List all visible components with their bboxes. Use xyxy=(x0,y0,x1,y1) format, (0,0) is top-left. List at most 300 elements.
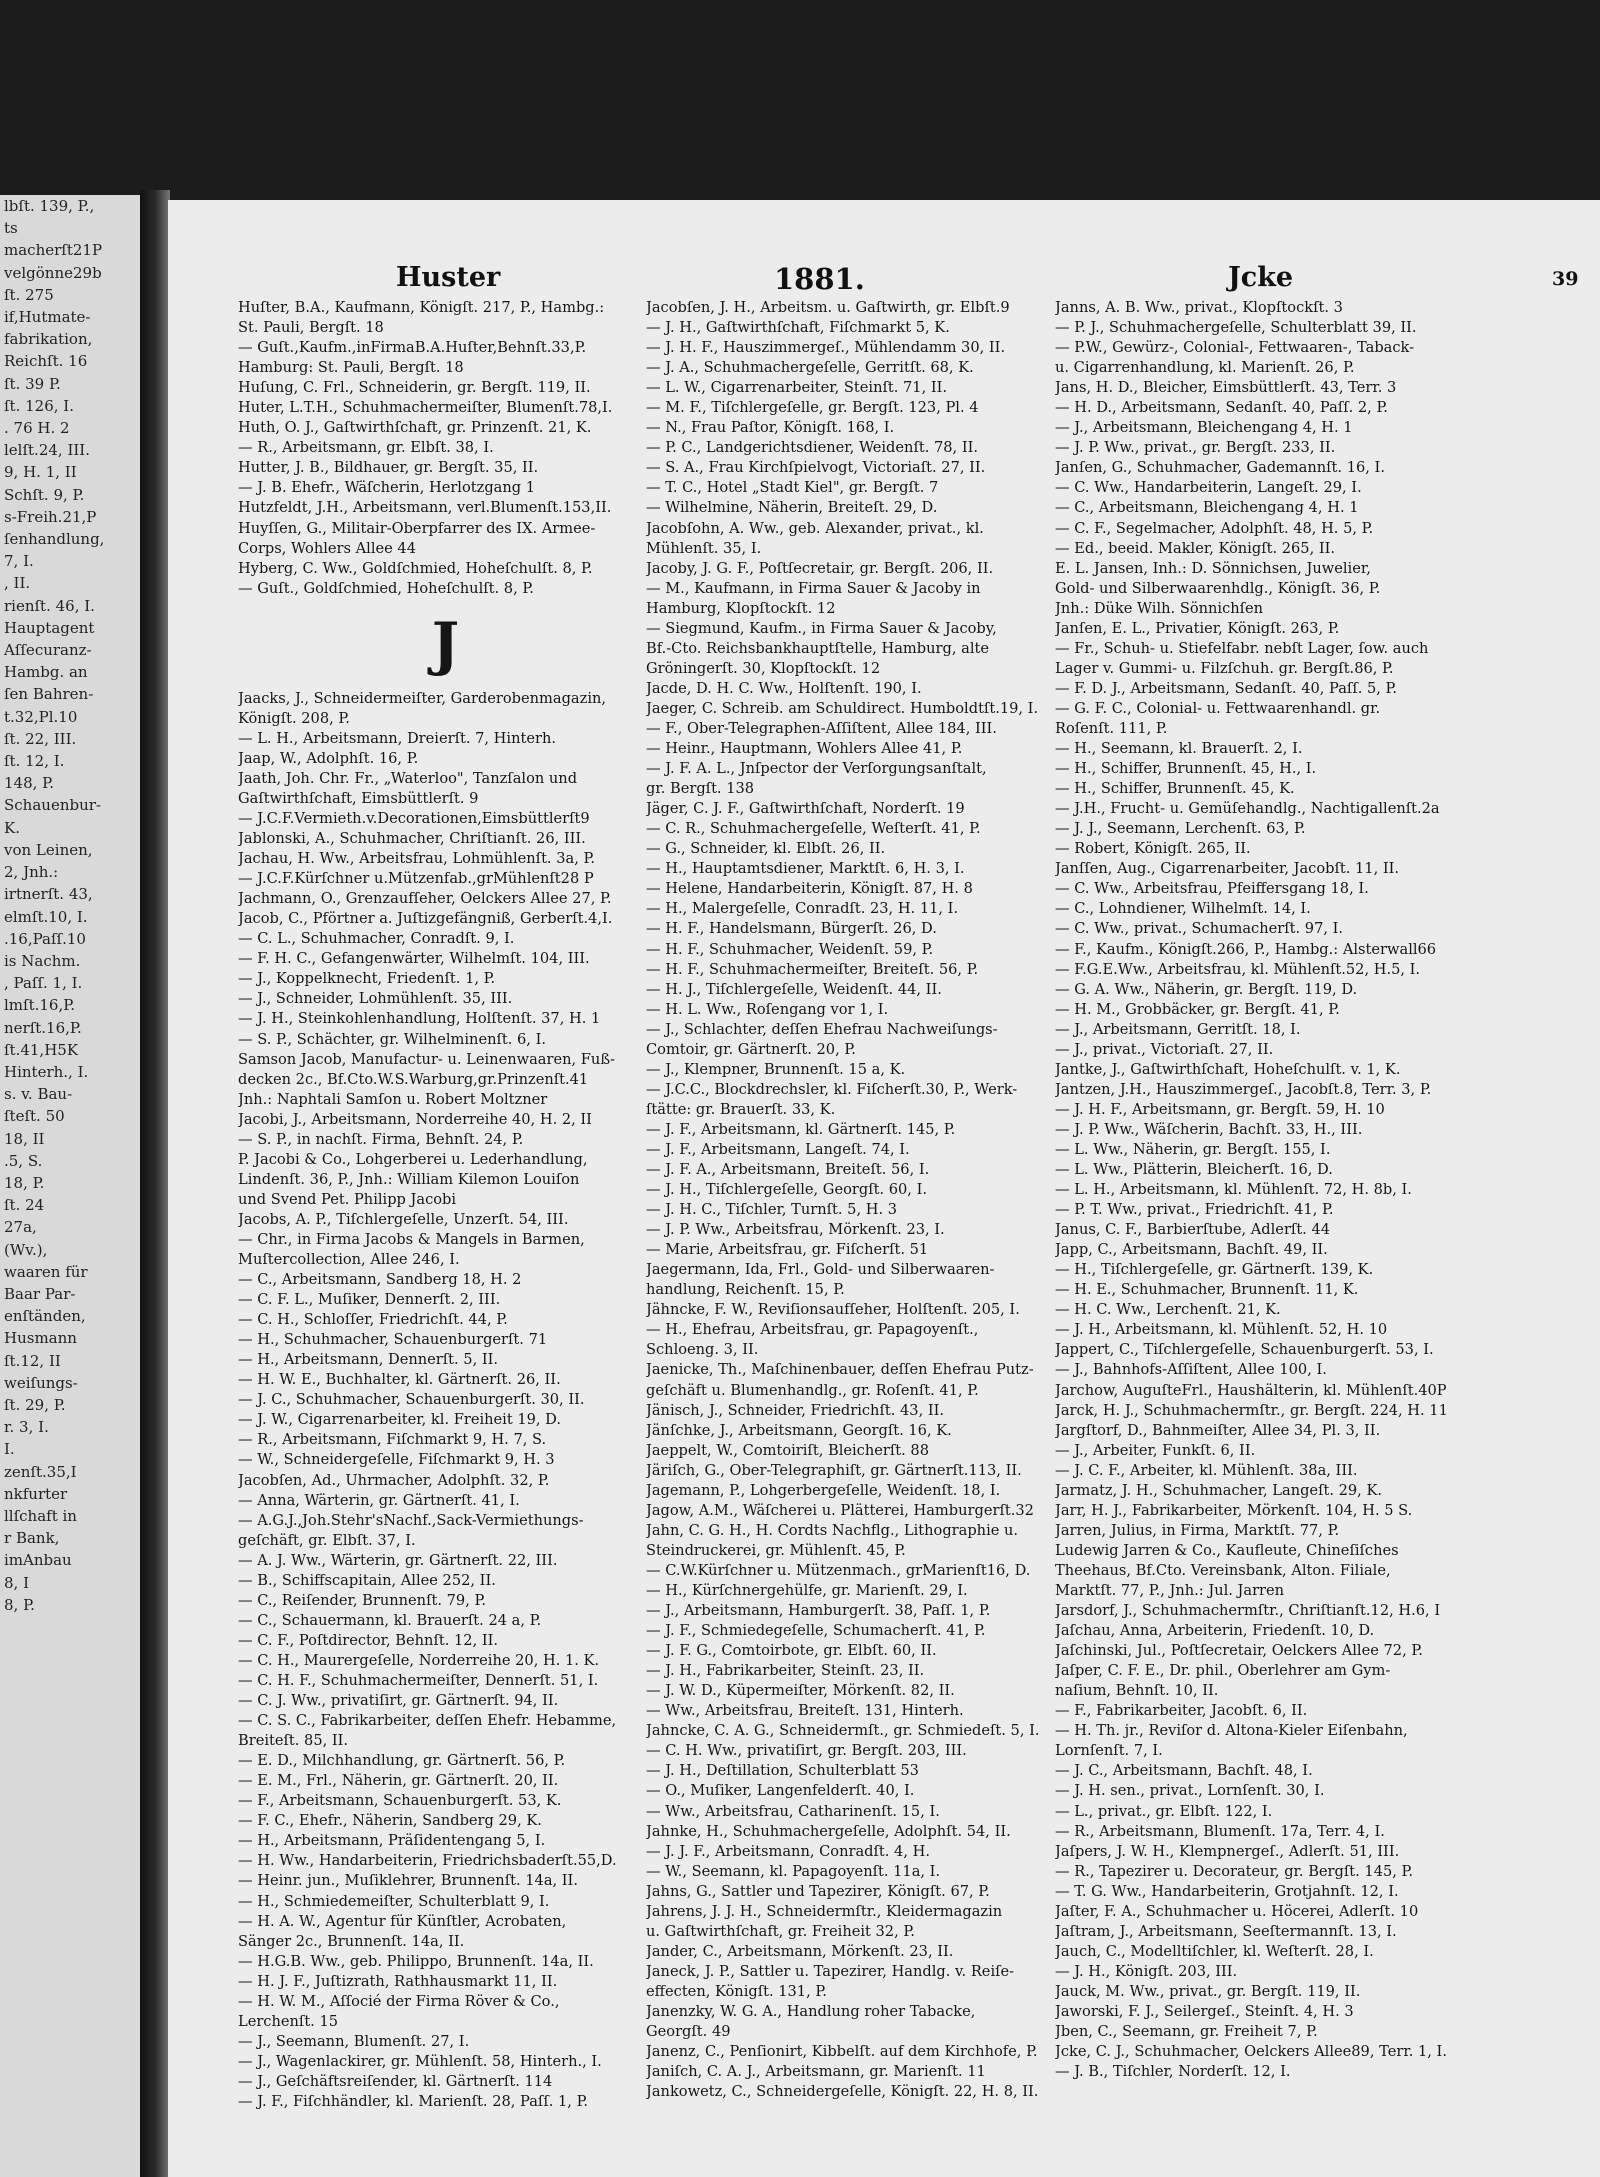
directory-entry: — L., privat., gr. Elbſt. 122, I. xyxy=(1055,1802,1273,1820)
column-1 xyxy=(238,298,653,2112)
directory-entry: — J. P. Ww., privat., gr. Bergſt. 233, II. xyxy=(1055,439,1336,457)
directory-entry: — J., Schneider, Lohmühlenſt. 35, III. xyxy=(238,990,513,1008)
left-page-line: ſen Bahren- xyxy=(4,685,94,704)
directory-entry: Jander, C., Arbeitsmann, Mörkenſt. 23, II. xyxy=(646,1942,954,1960)
left-page-line: Schauenbur- xyxy=(4,796,101,815)
directory-entry: Jagemann, P., Lohgerbergeſelle, Weidenſt. 18, I. xyxy=(646,1481,1001,1499)
left-page-line: 9, H. 1, II xyxy=(4,463,77,482)
directory-entry: — Guſt., Goldſchmied, Hoheſchulſt. 8, P. xyxy=(238,579,534,597)
directory-entry: — H. A. W., Agentur für Künſtler, Acrobaten, xyxy=(238,1912,567,1930)
directory-entry: — C., Schauermann, kl. Brauerſt. 24 a, P. xyxy=(238,1611,542,1629)
directory-entry: — E. M., Frl., Näherin, gr. Gärtnerſt. 20, II. xyxy=(238,1772,559,1790)
directory-entry: — J.C.F.Vermieth.v.Decorationen,Eimsbüttlerſt9 xyxy=(238,809,590,827)
directory-entry: — W., Schneidergeſelle, Fiſchmarkt 9, H. 3 xyxy=(238,1451,555,1469)
directory-entry: — J. H., Königſt. 203, III. xyxy=(1055,1962,1238,1980)
left-page-line: s. v. Bau- xyxy=(4,1085,73,1104)
directory-entry: — P. J., Schuhmachergeſelle, Schulterblatt 39, II. xyxy=(1055,319,1417,337)
directory-entry: — J.H., Frucht- u. Gemüſehandlg., Nachtigallenſt.2a xyxy=(1055,800,1440,818)
directory-entry: — J. F., Arbeitsmann, kl. Gärtnerſt. 145, P. xyxy=(646,1120,956,1138)
book-gutter xyxy=(140,190,170,2177)
directory-entry: — S. P., Schächter, gr. Wilhelminenſt. 6, I. xyxy=(238,1030,546,1048)
directory-entry: gr. Bergſt. 138 xyxy=(646,780,755,798)
left-page-line: K. xyxy=(4,818,20,837)
left-page-line: 18, II xyxy=(4,1129,45,1148)
directory-entry: — J. C. F., Arbeiter, kl. Mühlenſt. 38a, III. xyxy=(1055,1461,1358,1479)
directory-entry: Jacobſohn, A. Ww., geb. Alexander, privat., kl. xyxy=(646,519,984,537)
directory-entry: Jaeger, C. Schreib. am Schuldirect. Humboldtſt.19, I. xyxy=(646,699,1039,717)
directory-entry: Jaſchinski, Jul., Poſtſecretair, Oelckers Allee 72, P. xyxy=(1055,1642,1423,1660)
directory-entry: — M. F., Tiſchlergeſelle, gr. Bergſt. 123, Pl. 4 xyxy=(646,399,979,417)
directory-entry: — J., Arbeitsmann, Gerritſt. 18, I. xyxy=(1055,1020,1301,1038)
left-page-line: Schſt. 9, P. xyxy=(4,485,85,504)
directory-entry: — J. B. Ehefr., Wäſcherin, Herlotzgang 1 xyxy=(238,479,536,497)
left-page-line: ſt. 39 P. xyxy=(4,374,61,393)
directory-entry: — H. C. Ww., Lerchenſt. 21, K. xyxy=(1055,1301,1281,1319)
directory-entry: — J.C.F.Kürſchner u.Mützenfab.,grMühlenſt28 P xyxy=(238,870,594,888)
left-page-text xyxy=(4,195,144,1616)
left-page-line: rienſt. 46, I. xyxy=(4,596,95,615)
left-page-line: Reichſt. 16 xyxy=(4,352,88,371)
directory-entry: — H.G.B. Ww., geb. Philippo, Brunnenſt. 14a, II. xyxy=(238,1952,594,1970)
directory-entry: handlung, Reichenſt. 15, P. xyxy=(646,1281,845,1299)
directory-entry: — H., Schiffer, Brunnenſt. 45, K. xyxy=(1055,780,1295,798)
directory-entry: Gold- und Silberwaarenhdlg., Königſt. 36, P. xyxy=(1055,579,1381,597)
directory-entry: Hutter, J. B., Bildhauer, gr. Bergſt. 35, II. xyxy=(238,459,539,477)
header-right-word: Jcke xyxy=(1228,262,1294,293)
directory-entry: — H., Schmiedemeiſter, Schulterblatt 9, I. xyxy=(238,1892,550,1910)
directory-entry: — P.W., Gewürz-, Colonial-, Fettwaaren-, Taback- xyxy=(1055,339,1415,357)
directory-entry: — H. L. Ww., Roſengang vor 1, I. xyxy=(646,1000,889,1018)
directory-entry: Ludewig Jarren & Co., Kaufleute, Chineſiſches xyxy=(1055,1541,1399,1559)
directory-entry: — J. H., Fabrikarbeiter, Steinſt. 23, II. xyxy=(646,1662,925,1680)
directory-entry: — J. H. F., Arbeitsmann, gr. Bergſt. 59, H. 10 xyxy=(1055,1100,1385,1118)
directory-entry: Jaſper, C. F. E., Dr. phil., Oberlehrer am Gym- xyxy=(1055,1662,1391,1680)
directory-entry: Hamburg: St. Pauli, Bergſt. 18 xyxy=(238,359,464,377)
directory-entry: effecten, Königſt. 131, P. xyxy=(646,1982,827,2000)
directory-entry: Jaworski, F. J., Seilergeſ., Steinſt. 4, H. 3 xyxy=(1055,2002,1354,2020)
directory-entry: Jcke, C. J., Schuhmacher, Oelckers Allee89, Terr. 1, I. xyxy=(1055,2043,1447,2061)
left-page-line: ſt. 12, I. xyxy=(4,752,65,771)
left-page-line: I. xyxy=(4,1440,15,1459)
directory-entry: Lerchenſt. 15 xyxy=(238,2012,339,2030)
directory-entry: — H. F., Schuhmachermeiſter, Breiteſt. 56, P. xyxy=(646,960,979,978)
directory-entry: P. Jacobi & Co., Lohgerberei u. Lederhandlung, xyxy=(238,1150,588,1168)
directory-entry: — Guſt.,Kaufm.,inFirmaB.A.Huſter,Behnſt.33,P. xyxy=(238,339,587,357)
directory-entry: — H. Th. jr., Reviſor d. Altona-Kieler Eiſenbahn, xyxy=(1055,1722,1408,1740)
directory-entry: — L. H., Arbeitsmann, Dreierſt. 7, Hinterh. xyxy=(238,729,556,747)
directory-entry: — Marie, Arbeitsfrau, gr. Fiſcherſt. 51 xyxy=(646,1241,929,1259)
directory-entry: — H. D., Arbeitsmann, Sedanſt. 40, Paſſ. 2, P. xyxy=(1055,399,1388,417)
directory-entry: — J. F., Arbeitsmann, Langeſt. 74, I. xyxy=(646,1140,910,1158)
directory-entry: ſtätte: gr. Brauerſt. 33, K. xyxy=(646,1100,836,1118)
directory-entry: Janſſen, Aug., Cigarrenarbeiter, Jacobſt. 11, II. xyxy=(1055,860,1400,878)
left-page-line: 8, P. xyxy=(4,1595,35,1614)
directory-entry: — H. Ww., Handarbeiterin, Friedrichsbaderſt.55,D. xyxy=(238,1852,617,1870)
directory-entry: Janenzky, W. G. A., Handlung roher Tabacke, xyxy=(646,2002,976,2020)
directory-entry: — H., Tiſchlergeſelle, gr. Gärtnerſt. 139, K. xyxy=(1055,1261,1374,1279)
running-header xyxy=(168,262,1600,296)
left-page-line: ſt. 126, I. xyxy=(4,396,74,415)
directory-entry: Jaegermann, Ida, Frl., Gold- und Silberwaaren- xyxy=(646,1261,995,1279)
directory-entry: — Robert, Königſt. 265, II. xyxy=(1055,840,1251,858)
directory-entry: — F. C., Ehefr., Näherin, Sandberg 29, K. xyxy=(238,1812,542,1830)
directory-entry: — H., Arbeitsmann, Präſidentengang 5, I. xyxy=(238,1832,546,1850)
left-page-line: enſtänden, xyxy=(4,1307,86,1326)
directory-entry: Jänisch, J., Schneider, Friedrichſt. 43, II. xyxy=(646,1401,945,1419)
directory-entry: — J. H., Gaſtwirthſchaft, Fiſchmarkt 5, K. xyxy=(646,319,950,337)
directory-entry: Jarchow, AuguſteFrl., Haushälterin, kl. Mühlenſt.40P xyxy=(1055,1381,1447,1399)
left-page-line: 7, I. xyxy=(4,552,34,571)
directory-entry: — J. H., Steinkohlenhandlung, Holſtenſt. 37, H. 1 xyxy=(238,1010,601,1028)
directory-entry: — J., Arbeiter, Funkſt. 6, II. xyxy=(1055,1441,1256,1459)
directory-entry: — J., Koppelknecht, Friedenſt. 1, P. xyxy=(238,970,496,988)
left-page-line: ſenhandlung, xyxy=(4,530,105,549)
directory-entry: E. L. Jansen, Inh.: D. Sönnichsen, Juwelier, xyxy=(1055,559,1371,577)
directory-entry: — Wilhelmine, Näherin, Breiteſt. 29, D. xyxy=(646,499,938,517)
directory-entry: Jantke, J., Gaſtwirthſchaft, Hoheſchulſt. v. 1, K. xyxy=(1055,1060,1401,1078)
left-page-line: Baar Par- xyxy=(4,1284,76,1303)
directory-entry: Jaeppelt, W., Comtoiriſt, Bleicherſt. 88 xyxy=(646,1441,929,1459)
left-page-line: nkfurter xyxy=(4,1484,68,1503)
directory-entry: Jauck, M. Ww., privat., gr. Bergſt. 119, II. xyxy=(1055,1982,1361,2000)
directory-entry: Lindenſt. 36, P., Jnh.: William Kilemon Louiſon xyxy=(238,1170,580,1188)
directory-entry: — B., Schiffscapitain, Allee 252, II. xyxy=(238,1571,496,1589)
directory-entry: Jaacks, J., Schneidermeiſter, Garderobenmagazin, xyxy=(238,689,607,707)
directory-entry: — H. W. M., Aſſocié der Firma Röver & Co., xyxy=(238,1992,560,2010)
directory-entry: Janeck, J. P., Sattler u. Tapezirer, Handlg. v. Reiſe- xyxy=(646,1962,1015,1980)
directory-entry: Jachmann, O., Grenzaufſeher, Oelckers Allee 27, P. xyxy=(238,890,612,908)
directory-entry: — J. P. Ww., Wäſcherin, Bachſt. 33, H., III. xyxy=(1055,1120,1363,1138)
directory-entry: geſchäft u. Blumenhandlg., gr. Roſenſt. 41, P. xyxy=(646,1381,979,1399)
directory-entry: — H. J. F., Juſtizrath, Rathhausmarkt 11, II. xyxy=(238,1972,558,1990)
directory-entry: — L. Ww., Plätterin, Bleicherſt. 16, D. xyxy=(1055,1161,1333,1179)
directory-entry: — G., Schneider, kl. Elbſt. 26, II. xyxy=(646,840,886,858)
left-page-line: irtnerſt. 43, xyxy=(4,885,93,904)
directory-entry: Lornſenſt. 7, I. xyxy=(1055,1742,1163,1760)
directory-entry: — F., Ober-Telegraphen-Aſſiſtent, Allee 184, III. xyxy=(646,719,997,737)
left-page-line: lelſt.24, III. xyxy=(4,441,90,460)
directory-entry: — J. F. A., Arbeitsmann, Breiteſt. 56, I. xyxy=(646,1161,930,1179)
directory-entry: Jänſchke, J., Arbeitsmann, Georgſt. 16, K. xyxy=(646,1421,952,1439)
directory-entry: — C. H. Ww., privatiſirt, gr. Bergſt. 203, III. xyxy=(646,1742,967,1760)
directory-entry: Jargſtorf, D., Bahnmeiſter, Allee 34, Pl. 3, II. xyxy=(1055,1421,1381,1439)
directory-entry: — J., Wagenlackirer, gr. Mühlenſt. 58, Hinterh., I. xyxy=(238,2052,602,2070)
directory-entry: — J., Seemann, Blumenſt. 27, I. xyxy=(238,2032,470,2050)
directory-entry: — J. J. F., Arbeitsmann, Conradſt. 4, H. xyxy=(646,1842,930,1860)
directory-entry: — H., Schiffer, Brunnenſt. 45, H., I. xyxy=(1055,760,1317,778)
directory-entry: — F., Arbeitsmann, Schauenburgerſt. 53, K. xyxy=(238,1792,562,1810)
directory-entry: Janiſch, C. A. J., Arbeitsmann, gr. Marienſt. 11 xyxy=(646,2063,986,2081)
directory-entry: Janns, A. B. Ww., privat., Klopſtockſt. 3 xyxy=(1055,299,1343,316)
directory-entry: Jacobi, J., Arbeitsmann, Norderreihe 40, H. 2, II xyxy=(238,1110,592,1128)
directory-entry: — J., Bahnhofs-Aſſiſtent, Allee 100, I. xyxy=(1055,1361,1327,1379)
directory-entry: Steindruckerei, gr. Mühlenſt. 45, P. xyxy=(646,1541,906,1559)
directory-entry: — P. T. Ww., privat., Friedrichſt. 41, P. xyxy=(1055,1201,1334,1219)
directory-entry: — C. R., Schuhmachergeſelle, Weſterſt. 41, P. xyxy=(646,820,981,838)
directory-entry: Samson Jacob, Manufactur- u. Leinenwaaren, Fuß- xyxy=(238,1050,616,1068)
left-page-line: waaren für xyxy=(4,1262,88,1281)
directory-entry: — C. S. C., Fabrikarbeiter, deſſen Ehefr. Hebamme, xyxy=(238,1712,617,1730)
directory-entry: — C., Arbeitsmann, Sandberg 18, H. 2 xyxy=(238,1271,522,1289)
directory-entry: Jacoby, J. G. F., Poſtſecretair, gr. Bergſt. 206, II. xyxy=(646,559,994,577)
directory-entry: — J. H. sen., privat., Lornſenſt. 30, I. xyxy=(1055,1782,1325,1800)
directory-entry: geſchäft, gr. Elbſt. 37, I. xyxy=(238,1531,416,1549)
directory-entry: — C. F., Poſtdirector, Behnſt. 12, II. xyxy=(238,1631,499,1649)
header-year: 1881. xyxy=(774,262,865,296)
directory-entry: — Fr., Schuh- u. Stiefelfabr. nebſt Lager, ſow. auch xyxy=(1055,639,1429,657)
directory-entry: — G. A. Ww., Näherin, gr. Bergſt. 119, D. xyxy=(1055,980,1358,998)
column-2 xyxy=(646,298,1061,2102)
directory-entry: Breiteſt. 85, II. xyxy=(238,1732,349,1750)
directory-entry: — J. H., Tiſchlergeſelle, Georgſt. 60, I. xyxy=(646,1181,927,1199)
directory-entry: — A.G.J.,Joh.Stehr'sNachf.,Sack-Vermiethungs- xyxy=(238,1511,584,1529)
directory-entry: — J., Arbeitsmann, Hamburgerſt. 38, Paſſ. 1, P. xyxy=(646,1602,991,1620)
directory-entry: — C. H. F., Schuhmachermeiſter, Dennerſt. 51, I. xyxy=(238,1672,599,1689)
directory-entry: Jahrens, J. J. H., Schneidermſtr., Kleidermagazin xyxy=(646,1902,1003,1920)
directory-entry: — T. C., Hotel „Stadt Kiel", gr. Bergſt. 7 xyxy=(646,479,939,497)
directory-entry: — Ww., Arbeitsfrau, Catharinenſt. 15, I. xyxy=(646,1802,940,1820)
directory-entry: — H. F., Schuhmacher, Weidenſt. 59, P. xyxy=(646,940,934,958)
directory-entry: Jauch, C., Modelltiſchler, kl. Weſterſt. 28, I. xyxy=(1055,1942,1374,1960)
directory-entry: — Ww., Arbeitsfrau, Breiteſt. 131, Hinterh. xyxy=(646,1702,964,1720)
directory-entry: — H., Kürſchnergehülfe, gr. Marienſt. 29, I. xyxy=(646,1582,968,1599)
left-page-line: lmſt.16,P. xyxy=(4,996,76,1015)
directory-entry: — R., Arbeitsmann, gr. Elbſt. 38, I. xyxy=(238,439,494,457)
directory-entry: Janenz, C., Penſionirt, Kibbelſt. auf dem Kirchhofe, P. xyxy=(646,2043,1038,2061)
directory-entry: — J. F. A. L., Jnſpector der Verſorgungsanſtalt, xyxy=(646,760,987,778)
directory-entry: — C. Ww., privat., Schumacherſt. 97, I. xyxy=(1055,920,1344,938)
directory-entry: Jähncke, F. W., Reviſionsaufſeher, Holſtenſt. 205, I. xyxy=(646,1301,1020,1319)
left-page-line: nerſt.16,P. xyxy=(4,1018,82,1037)
left-page-line: . 76 H. 2 xyxy=(4,419,70,438)
directory-entry: Theehaus, Bf.Cto. Vereinsbank, Alton. Filiale, xyxy=(1055,1561,1391,1579)
directory-entry: Schloeng. 3, II. xyxy=(646,1341,759,1359)
directory-entry: Gröningerſt. 30, Klopſtockſt. 12 xyxy=(646,659,881,677)
directory-entry: Jacobs, A. P., Tiſchlergeſelle, Unzerſt. 54, III. xyxy=(238,1210,569,1228)
directory-entry: — C. F., Segelmacher, Adolphſt. 48, H. 5, P. xyxy=(1055,519,1374,537)
directory-entry: — C. L., Schuhmacher, Conradſt. 9, I. xyxy=(238,930,515,948)
directory-entry: — J., Geſchäftsreiſender, kl. Gärtnerſt. 114 xyxy=(238,2072,553,2090)
left-page-line: 8, I xyxy=(4,1573,30,1592)
directory-entry: — J. F., Fiſchhändler, kl. Marienſt. 28, Paſſ. 1, P. xyxy=(238,2092,589,2110)
directory-entry: Jacde, D. H. C. Ww., Holſtenſt. 190, I. xyxy=(646,679,922,697)
directory-entry: — C., Reiſender, Brunnenſt. 79, P. xyxy=(238,1591,486,1609)
left-page-line: ts xyxy=(4,219,18,238)
directory-entry: Comtoir, gr. Gärtnerſt. 20, P. xyxy=(646,1040,856,1058)
directory-entry: Jarren, Julius, in Firma, Marktſt. 77, P. xyxy=(1055,1521,1340,1539)
directory-entry: — J., privat., Victoriaſt. 27, II. xyxy=(1055,1040,1274,1058)
directory-entry: — H., Schuhmacher, Schauenburgerſt. 71 xyxy=(238,1331,548,1349)
directory-entry: Jarr, H. J., Fabrikarbeiter, Mörkenſt. 104, H. 5 S. xyxy=(1055,1501,1413,1519)
directory-entry: Jaenicke, Th., Maſchinenbauer, deſſen Ehefrau Putz- xyxy=(646,1361,1034,1379)
directory-entry: — J. A., Schuhmachergeſelle, Gerritſt. 68, K. xyxy=(646,359,974,377)
directory-entry: — Anna, Wärterin, gr. Gärtnerſt. 41, I. xyxy=(238,1491,520,1509)
directory-entry: — S. A., Frau Kirchſpielvogt, Victoriaſt. 27, II. xyxy=(646,459,986,477)
left-page-line: ſt. 22, III. xyxy=(4,729,77,748)
left-page-line: macherſt21P xyxy=(4,241,103,260)
directory-entry: Hutzfeldt, J.H., Arbeitsmann, verl.Blumenſt.153,II. xyxy=(238,499,612,517)
directory-entry: Jahn, C. G. H., H. Cordts Nachflg., Lithographie u. xyxy=(646,1521,1019,1539)
left-page-line: r Bank, xyxy=(4,1529,60,1548)
left-page-line: Hauptagent xyxy=(4,618,95,637)
directory-entry: — J., Schlachter, deſſen Ehefrau Nachweiſungs- xyxy=(646,1020,998,1038)
directory-entry: Jacobſen, J. H., Arbeitsm. u. Gaſtwirth, gr. Elbſt.9 xyxy=(646,299,1010,316)
directory-entry: — J. B., Tiſchler, Norderſt. 12, I. xyxy=(1055,2063,1291,2081)
directory-entry: Jappert, C., Tiſchlergeſelle, Schauenburgerſt. 53, I. xyxy=(1055,1341,1434,1359)
directory-entry: — H. M., Grobbäcker, gr. Bergſt. 41, P. xyxy=(1055,1000,1340,1018)
directory-entry: — L. Ww., Näherin, gr. Bergſt. 155, I. xyxy=(1055,1140,1331,1158)
directory-entry: — O., Muſiker, Langenfelderſt. 40, I. xyxy=(646,1782,915,1800)
left-page-line: Aſſecuranz- xyxy=(4,641,92,660)
directory-entry: — J. H., Arbeitsmann, kl. Mühlenſt. 52, H. 10 xyxy=(1055,1321,1388,1339)
left-page-line: fabrikation, xyxy=(4,330,93,349)
directory-entry: — R., Arbeitsmann, Fiſchmarkt 9, H. 7, S. xyxy=(238,1431,547,1449)
left-page-line: 2, Jnh.: xyxy=(4,863,59,882)
left-page-line: .16,Paſſ.10 xyxy=(4,929,86,948)
left-page-line: ſt. 24 xyxy=(4,1196,45,1215)
directory-entry: Königſt. 208, P. xyxy=(238,709,350,727)
directory-entry: — J.C.C., Blockdrechsler, kl. Fiſcherſt.30, P., Werk- xyxy=(646,1080,1018,1098)
directory-entry: Sänger 2c., Brunnenſt. 14a, II. xyxy=(238,1932,465,1950)
directory-entry: Jagow, A.M., Wäſcherei u. Plätterei, Hamburgerſt.32 xyxy=(646,1501,1034,1519)
directory-entry: — Helene, Handarbeiterin, Königſt. 87, H. 8 xyxy=(646,880,973,898)
directory-entry: — J. H. F., Hauszimmergeſ., Mühlendamm 30, II. xyxy=(646,339,1006,357)
left-page-fragment xyxy=(0,195,150,2177)
directory-entry: — Chr., in Firma Jacobs & Mangels in Barmen, xyxy=(238,1230,585,1248)
directory-entry: u. Cigarrenhandlung, kl. Marienſt. 26, P. xyxy=(1055,359,1355,377)
left-page-line: is Nachm. xyxy=(4,951,81,970)
directory-entry: Jnh.: Naphtali Samſon u. Robert Moltzner xyxy=(238,1090,548,1108)
left-page-line: t.32,Pl.10 xyxy=(4,707,78,726)
directory-page xyxy=(168,200,1600,2177)
directory-entry: — Heinr., Hauptmann, Wohlers Allee 41, P. xyxy=(646,740,963,758)
directory-entry: — H. J., Tiſchlergeſelle, Weidenſt. 44, II. xyxy=(646,980,942,998)
directory-entry: Jans, H. D., Bleicher, Eimsbüttlerſt. 43, Terr. 3 xyxy=(1055,379,1397,397)
left-page-line: , Paſſ. 1, I. xyxy=(4,974,83,993)
directory-entry: Janſen, E. L., Privatier, Königſt. 263, P. xyxy=(1055,619,1340,637)
directory-entry: — J. C., Arbeitsmann, Bachſt. 48, I. xyxy=(1055,1762,1313,1780)
directory-entry: Janſen, G., Schuhmacher, Gademannſt. 16, I. xyxy=(1055,459,1385,477)
directory-entry: — H., Seemann, kl. Brauerſt. 2, I. xyxy=(1055,740,1303,758)
directory-entry: — J. C., Schuhmacher, Schauenburgerſt. 30, II. xyxy=(238,1391,585,1409)
directory-entry: Jaſchau, Anna, Arbeiterin, Friedenſt. 10, D. xyxy=(1055,1622,1375,1640)
directory-entry: Jarck, H. J., Schuhmachermſtr., gr. Bergſt. 224, H. 11 xyxy=(1055,1401,1448,1419)
directory-entry: Huſung, C. Frl., Schneiderin, gr. Bergſt. 119, II. xyxy=(238,379,591,397)
left-page-line: (Wv.), xyxy=(4,1240,48,1259)
directory-entry: — E. D., Milchhandlung, gr. Gärtnerſt. 56, P. xyxy=(238,1752,566,1770)
directory-entry: u. Gaſtwirthſchaft, gr. Freiheit 32, P. xyxy=(646,1922,915,1940)
left-page-line: imAnbau xyxy=(4,1551,72,1570)
directory-entry: — J. P. Ww., Arbeitsfrau, Mörkenſt. 23, I. xyxy=(646,1221,945,1239)
directory-entry: Jablonski, A., Schuhmacher, Chriſtianſt. 26, III. xyxy=(238,830,586,848)
directory-entry: Jarmatz, J. H., Schuhmacher, Langeſt. 29, K. xyxy=(1055,1481,1383,1499)
directory-entry: — H. W. E., Buchhalter, kl. Gärtnerſt. 26, II. xyxy=(238,1371,561,1389)
directory-entry: — H., Ehefrau, Arbeitsfrau, gr. Papagoyenſt., xyxy=(646,1321,979,1339)
directory-entry: Jahnke, H., Schuhmachergeſelle, Adolphſt. 54, II. xyxy=(646,1822,1011,1840)
directory-entry: — H. E., Schuhmacher, Brunnenſt. 11, K. xyxy=(1055,1281,1359,1299)
directory-entry: — J. W., Cigarrenarbeiter, kl. Freiheit 19, D. xyxy=(238,1411,561,1429)
directory-entry: Jahns, G., Sattler und Tapezirer, Königſt. 67, P. xyxy=(646,1882,990,1900)
directory-entry: — Heinr. jun., Muſiklehrer, Brunnenſt. 14a, II. xyxy=(238,1872,578,1890)
left-page-line: r. 3, I. xyxy=(4,1418,49,1437)
directory-entry: Jaſtram, J., Arbeitsmann, Seeſtermannſt. 13, I. xyxy=(1055,1922,1397,1940)
directory-entry: — Ed., beeid. Makler, Königſt. 265, II. xyxy=(1055,539,1336,557)
left-page-line: velgönne29b xyxy=(4,263,102,282)
directory-entry: — H., Malergeſelle, Conradſt. 23, H. 11, I. xyxy=(646,900,959,918)
header-left-word: Huster xyxy=(396,262,501,293)
directory-entry: Roſenſt. 111, P. xyxy=(1055,719,1168,737)
directory-entry: — R., Tapezirer u. Decorateur, gr. Bergſt. 145, P. xyxy=(1055,1862,1414,1880)
directory-entry: — H., Hauptamtsdiener, Marktſt. 6, H. 3, I. xyxy=(646,860,965,878)
directory-entry: — L. W., Cigarrenarbeiter, Steinſt. 71, II. xyxy=(646,379,948,397)
directory-entry: Jacobſen, Ad., Uhrmacher, Adolphſt. 32, P. xyxy=(238,1471,550,1489)
directory-entry: Lager v. Gummi- u. Filzſchuh. gr. Bergſt.86, P. xyxy=(1055,659,1394,677)
directory-entry: Janus, C. F., Barbierſtube, Adlerſt. 44 xyxy=(1055,1221,1331,1239)
directory-entry: Georgſt. 49 xyxy=(646,2023,731,2041)
directory-entry: St. Pauli, Bergſt. 18 xyxy=(238,319,384,337)
left-page-line: weiſungs- xyxy=(4,1373,78,1392)
directory-entry: Huſter, B.A., Kaufmann, Königſt. 217, P., Hambg.: xyxy=(238,299,605,316)
directory-entry: Jaath, Joh. Chr. Fr., „Waterloo", Tanzſalon und xyxy=(238,769,578,787)
directory-entry: Jachau, H. Ww., Arbeitsfrau, Lohmühlenſt. 3a, P. xyxy=(238,850,595,868)
directory-entry: Huyſſen, G., Militair-Oberpfarrer des IX. Armee- xyxy=(238,519,596,537)
left-page-line: 27a, xyxy=(4,1218,37,1237)
directory-entry: — F., Fabrikarbeiter, Jacobſt. 6, II. xyxy=(1055,1702,1308,1720)
directory-entry: — A. J. Ww., Wärterin, gr. Gärtnerſt. 22, III. xyxy=(238,1551,558,1569)
left-page-line: Hinterh., I. xyxy=(4,1062,89,1081)
directory-entry: Jaſpers, J. W. H., Klempnergeſ., Adlerſt. 51, III. xyxy=(1055,1842,1400,1860)
directory-entry: — C. Ww., Handarbeiterin, Langeſt. 29, I. xyxy=(1055,479,1362,497)
page-number: 39 xyxy=(1552,268,1579,290)
directory-entry: — J. H. C., Tiſchler, Turnſt. 5, H. 3 xyxy=(646,1201,898,1219)
directory-entry: — C., Lohndiener, Wilhelmſt. 14, I. xyxy=(1055,900,1311,918)
directory-entry: — C. Ww., Arbeitsfrau, Pfeiffersgang 18, I. xyxy=(1055,880,1369,898)
left-page-line: .5, S. xyxy=(4,1151,43,1170)
directory-entry: — C. H., Maurergeſelle, Norderreihe 20, H. 1. K. xyxy=(238,1651,600,1669)
directory-entry: naſium, Behnſt. 10, II. xyxy=(1055,1682,1219,1700)
directory-entry: Mühlenſt. 35, I. xyxy=(646,539,762,557)
directory-entry: — W., Seemann, kl. Papagoyenſt. 11a, I. xyxy=(646,1862,941,1880)
directory-entry: — J., Klempner, Brunnenſt. 15 a, K. xyxy=(646,1060,906,1078)
directory-entry: Hyberg, C. Ww., Goldſchmied, Hoheſchulſt. 8, P. xyxy=(238,559,593,577)
directory-entry: — J. F. G., Comtoirbote, gr. Elbſt. 60, II. xyxy=(646,1642,937,1660)
directory-entry: J xyxy=(431,609,460,678)
directory-entry: Muſtercollection, Allee 246, I. xyxy=(238,1251,460,1269)
directory-entry: — C. H., Schloſſer, Friedrichſt. 44, P. xyxy=(238,1311,508,1329)
directory-entry: Jnh.: Düke Wilh. Sönnichſen xyxy=(1055,599,1264,617)
directory-entry: — J. J., Seemann, Lerchenſt. 63, P. xyxy=(1055,820,1306,838)
left-page-line: 18, P. xyxy=(4,1173,45,1192)
directory-entry: — P. C., Landgerichtsdiener, Weidenſt. 78, II. xyxy=(646,439,978,457)
directory-entry: Huter, L.T.H., Schuhmachermeiſter, Blumenſt.78,I. xyxy=(238,399,613,417)
directory-entry: — H. F., Handelsmann, Bürgerſt. 26, D. xyxy=(646,920,937,938)
directory-entry: Jacob, C., Pförtner a. Juſtizgefängniß, Gerberſt.4,I. xyxy=(238,910,613,928)
left-page-line: ſt.41,H5K xyxy=(4,1040,79,1059)
directory-entry: — R., Arbeitsmann, Blumenſt. 17a, Terr. 4, I. xyxy=(1055,1822,1385,1840)
directory-entry: — J. F., Schmiedegeſelle, Schumacherſt. 41, P. xyxy=(646,1622,986,1640)
directory-entry: Jaſter, F. A., Schuhmacher u. Höcerei, Adlerſt. 10 xyxy=(1055,1902,1419,1920)
directory-entry: Jankowetz, C., Schneidergeſelle, Königſt. 22, H. 8, II. xyxy=(646,2083,1039,2101)
directory-entry: Jben, C., Seemann, gr. Freiheit 7, P. xyxy=(1055,2023,1318,2041)
directory-entry: — C. F. L., Muſiker, Dennerſt. 2, III. xyxy=(238,1291,501,1309)
left-page-line: ſt. 275 xyxy=(4,285,54,304)
directory-entry: Gaſtwirthſchaft, Eimsbüttlerſt. 9 xyxy=(238,789,479,807)
left-page-line: ſteſt. 50 xyxy=(4,1107,65,1126)
directory-entry: — N., Frau Paſtor, Königſt. 168, I. xyxy=(646,419,895,437)
directory-entry: — J. H., Deſtillation, Schulterblatt 53 xyxy=(646,1762,919,1780)
directory-entry: Hamburg, Klopſtockſt. 12 xyxy=(646,599,836,617)
directory-entry: — J. W. D., Küpermeiſter, Mörkenſt. 82, II. xyxy=(646,1682,955,1700)
